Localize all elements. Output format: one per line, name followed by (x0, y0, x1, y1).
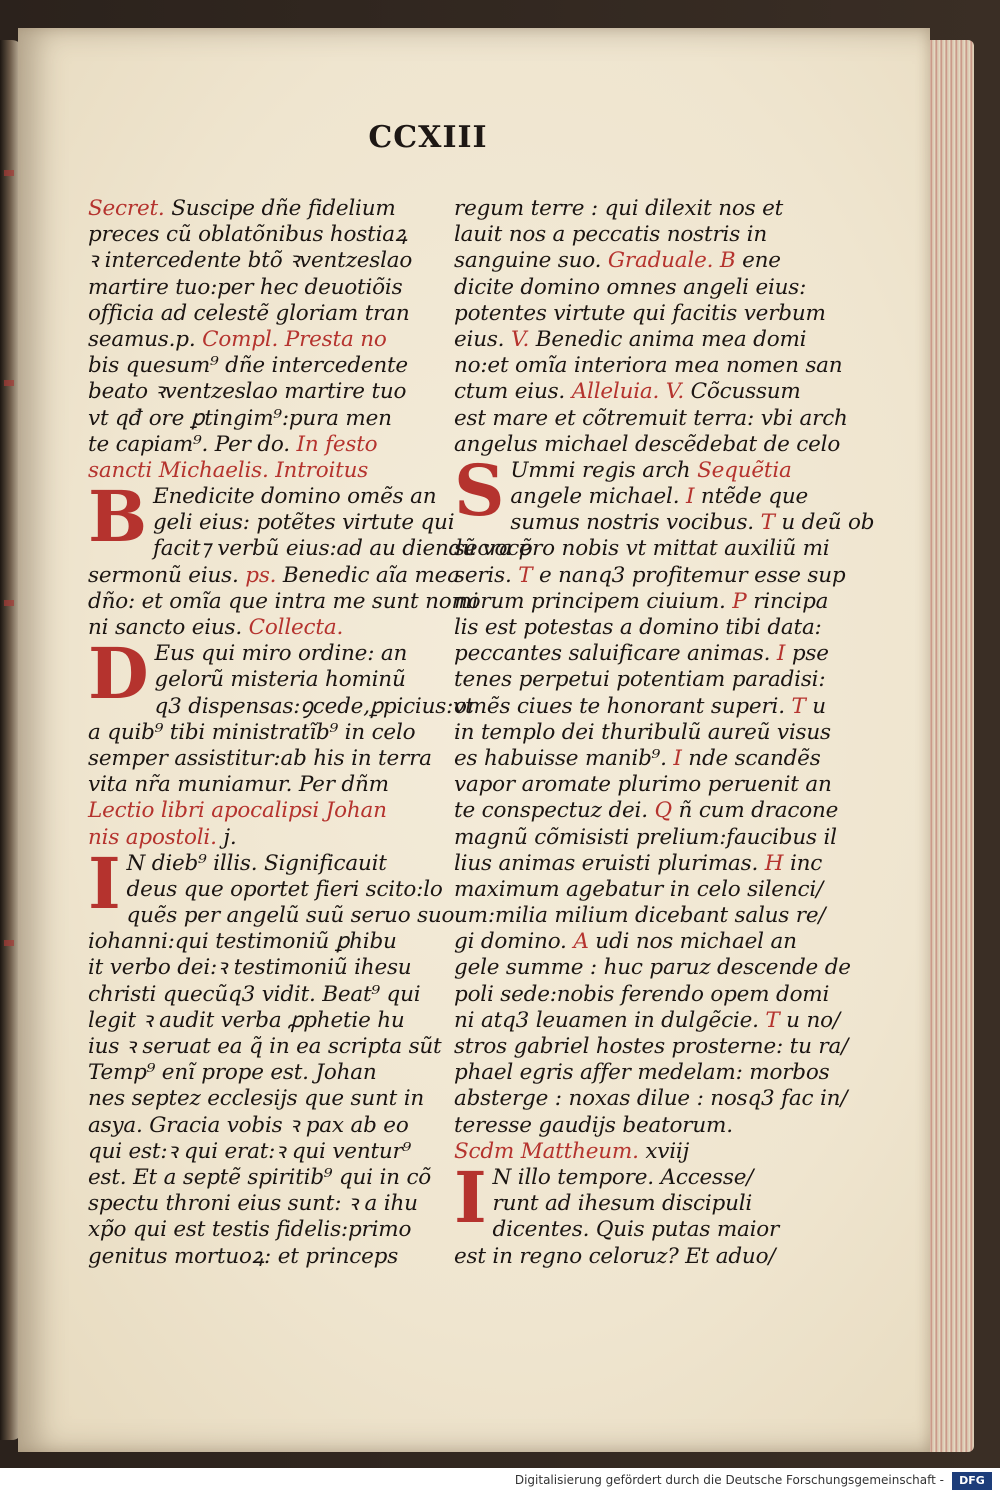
text-line (88, 851, 428, 877)
line-text: qui est:ꝛ qui erat:ꝛ qui ventur⁹ (88, 1138, 412, 1164)
line-text: angelus michael descẽdebat de celo (454, 431, 841, 457)
text-line (88, 327, 428, 353)
line-text: e nanq3 profitemur esse sup (539, 562, 846, 588)
text-line (454, 955, 851, 981)
rubric-text: nis apostoli. (88, 824, 224, 850)
line-text: magnũ cõmisisti prelium:faucibus il (454, 824, 837, 850)
line-text: rincipa (753, 588, 829, 614)
line-text: Cõcussum (690, 379, 801, 405)
text-line (88, 1139, 428, 1165)
text-line (88, 1034, 442, 1060)
line-text: deus que oportet fieri scito:lo (126, 876, 443, 902)
line-text: genitus mortuoꝝ: et princeps (88, 1243, 399, 1269)
rubric-text: H (764, 850, 790, 876)
text-line (88, 353, 428, 379)
line-text: Benedic anima mea domi (535, 326, 807, 352)
text-line (88, 1191, 428, 1217)
line-text: te capiam⁹. Per do. (88, 431, 297, 457)
text-line (88, 222, 428, 248)
line-text: vt qđ ore ꝑtingim⁹:pura men (88, 405, 392, 431)
line-text: secra pro nobis vt mittat auxiliũ mi (454, 536, 830, 562)
text-line (88, 955, 428, 981)
text-line (454, 1139, 790, 1165)
line-text: dño: et omĩa que intra me sunt nomi (88, 588, 479, 614)
rubric-text: Sequẽtia (697, 457, 792, 483)
line-text: ene (742, 248, 781, 274)
line-text: Enedicite domino omẽs an (152, 484, 437, 510)
text-line (454, 1007, 840, 1034)
rubric-text: sancti Michaelis. Introitus (88, 457, 369, 483)
line-text: in templo dei thuribulũ aureũ visus (454, 719, 831, 745)
text-line (454, 850, 823, 877)
line-text: gelorũ misteria hominũ (154, 667, 406, 693)
line-text: omẽs ciues te honorant superi. (454, 693, 792, 719)
line-text: inc (789, 850, 823, 876)
line-text: legit ꝛ audit verba ꝓphetie hu (88, 1007, 405, 1033)
rubric-text: I (776, 641, 792, 667)
line-text: potentes virtute qui facitis verbum (454, 300, 826, 326)
text-line (88, 745, 432, 772)
line-text: Benedic aĩa mea (282, 562, 460, 588)
line-text: Suscipe dñe fidelium (171, 196, 396, 221)
text-line (88, 301, 428, 327)
rubric-text: V. (510, 326, 536, 352)
text-line (88, 196, 428, 222)
dfg-logo: DFG (952, 1472, 992, 1490)
rubric-text: Lectio libri apocalipsi Johan (88, 798, 387, 824)
decorated-initial: I (88, 841, 121, 925)
line-text: pse (791, 641, 829, 667)
text-line (88, 929, 428, 955)
line-text: xviij (645, 1138, 690, 1164)
text-line (454, 1086, 848, 1112)
rubric-text: Compl. Presta no (202, 326, 387, 352)
text-line (454, 772, 832, 798)
rubric-text: T (518, 562, 539, 588)
line-text: est in regno celoruz? Et aduo/ (454, 1243, 776, 1269)
text-line (454, 274, 807, 301)
text-line (454, 1244, 790, 1270)
text-line (88, 1060, 428, 1086)
text-line (454, 222, 790, 248)
text-line (88, 588, 479, 615)
rubric-text: I (685, 484, 701, 510)
rubric-text: P (732, 588, 754, 614)
text-line (88, 615, 428, 641)
line-text: ni atq3 leuamen in dulgẽcie. (454, 1007, 766, 1033)
rubric-text: In festo (296, 431, 378, 457)
text-line (454, 248, 790, 274)
line-text: geli eius: potẽtes virtute qui (152, 510, 455, 536)
text-line (88, 982, 428, 1008)
line-text: N dieb⁹ illis. Significauit (126, 850, 387, 876)
text-line (88, 825, 428, 851)
text-line (88, 876, 443, 903)
initial-block (88, 475, 532, 563)
text-line (454, 903, 826, 929)
text-line (88, 772, 428, 798)
text-line (454, 693, 826, 720)
line-text: um:milia milium dicebant salus re/ (454, 903, 826, 929)
rubric-text: Alleluia. V. (571, 379, 691, 405)
line-text: sanguine suo. (454, 248, 608, 274)
line-text: norum principem ciuium. (454, 588, 733, 614)
text-line (454, 719, 831, 746)
folio-number: CCXIII (368, 120, 488, 155)
line-text: ius ꝛ seruat ea q̃ in ea scripta sũt (88, 1034, 442, 1059)
text-line (454, 824, 837, 851)
text-line (454, 196, 790, 222)
line-text: runt ad ihesum discipuli (492, 1191, 753, 1217)
line-text: beato ꝛventzeslao martire tuo (88, 379, 407, 405)
line-text: Temp⁹ enĩ prope est. Johan (88, 1060, 377, 1086)
rubric-text: Collecta. (248, 615, 344, 640)
line-text: ctum eius. (454, 379, 572, 405)
line-text: martire tuo:per hec deuotiõis (88, 274, 403, 300)
line-text: lis est potestas a domino tibi data: (454, 615, 822, 640)
text-line (88, 406, 428, 432)
line-text: gi domino. (454, 929, 574, 955)
line-text: asya. Gracia vobis ꝛ pax ab eo (88, 1112, 409, 1138)
line-text: es habuisse manib⁹. (454, 745, 674, 771)
rubric-text: T (760, 510, 782, 536)
line-text: nes septez ecclesijs que sunt in (88, 1086, 425, 1112)
line-text: ñ cum dracone (678, 798, 839, 824)
text-line (454, 353, 843, 379)
rubric-text: T (765, 1007, 787, 1033)
rubric-text: Scdm Mattheum. (454, 1138, 646, 1164)
text-line (88, 720, 428, 746)
text-line (454, 615, 822, 641)
text-line (454, 1165, 790, 1191)
text-line (454, 1113, 790, 1139)
line-text: nde scandẽs (688, 745, 821, 771)
text-line (454, 667, 826, 693)
text-line (88, 1086, 428, 1112)
line-text: facit⁊ verbũ eius:ad au diendũ vocẽ (152, 536, 532, 562)
line-text: ꝛ intercedente btõ ꝛventzeslao (88, 248, 413, 274)
line-text: ni sancto eius. (88, 615, 249, 640)
text-line (454, 1034, 849, 1060)
rubric-text: Q (654, 798, 679, 824)
line-text: est mare et cõtremuit terra: vbi arch (454, 405, 848, 431)
text-line (88, 432, 428, 458)
rubric-text: T (791, 693, 813, 719)
line-text: absterge : noxas dilue : nosq3 fac in/ (454, 1086, 848, 1112)
line-text: gele summe : huc paruz descende de (454, 955, 851, 981)
text-line (454, 798, 839, 824)
line-text: te conspectuz dei. (454, 798, 655, 824)
line-text: q3 dispensas:ꝯcede,ꝑpicius:vt (154, 693, 474, 719)
decorated-initial: S (454, 448, 505, 532)
line-text: vapor aromate plurimo peruenit an (454, 772, 832, 798)
text-line (88, 458, 428, 484)
manuscript-page (18, 28, 930, 1452)
rubric-text: ps. (245, 562, 283, 588)
line-text: tenes perpetui potentiam paradisi: (454, 667, 826, 693)
line-text: u (812, 693, 826, 719)
line-text: udi nos michael an (595, 929, 797, 955)
text-line (88, 798, 428, 824)
text-line (88, 275, 428, 301)
text-line (454, 300, 826, 327)
text-line (454, 431, 841, 458)
rubric-text: A (573, 929, 596, 955)
line-text: vita nr̃a muniamur. Per dñm (88, 772, 389, 798)
line-text: sermonũ eius. (88, 562, 246, 588)
text-line (454, 745, 821, 772)
line-text: teresse gaudijs beatorum. (454, 1112, 733, 1138)
funding-credit: Digitalisierung gefördert durch die Deutsche Forschungsgemeinschaft - (514, 1473, 944, 1487)
text-line (88, 248, 428, 274)
text-line (454, 326, 807, 353)
text-line (454, 562, 846, 589)
line-text: j. (223, 824, 237, 850)
rubric-text: Secret. (88, 196, 172, 221)
right-text-column (454, 196, 875, 1270)
line-text: lius animas eruisti plurimas. (454, 850, 765, 876)
decorated-initial: B (88, 475, 147, 559)
line-text: bis quesum⁹ dñe intercedente (88, 353, 408, 379)
text-line (88, 1164, 432, 1191)
line-text: dicentes. Quis putas maior (492, 1217, 780, 1243)
line-text: maximum agebatur in celo silenci/ (454, 876, 824, 902)
line-text: seamus.p. (88, 326, 203, 352)
text-line (454, 405, 848, 432)
line-text: dicite domino omnes angeli eius: (454, 274, 807, 300)
text-line (88, 562, 460, 589)
text-line (88, 1244, 428, 1270)
text-line (88, 379, 428, 405)
text-line (454, 510, 875, 536)
line-text: christi quecũq3 vidit. Beat⁹ qui (88, 981, 421, 1007)
line-text: quẽs per angelũ suũ seruo suo (126, 903, 455, 929)
text-line (88, 903, 455, 929)
rubric-text: Graduale. B (607, 248, 743, 274)
line-text: stros gabriel hostes prosterne: tu ra/ (454, 1034, 849, 1059)
line-text: lauit nos a peccatis nostris in (454, 222, 767, 248)
line-text: officia ad celestẽ gloriam tran (88, 300, 410, 326)
digitization-footer (0, 1468, 1000, 1494)
text-line (454, 641, 829, 667)
decorated-initial: D (88, 632, 149, 716)
text-line (454, 929, 797, 955)
text-line (454, 379, 801, 405)
text-line (454, 458, 790, 484)
line-text: peccantes saluificare animas. (454, 641, 777, 667)
line-text: eius. (454, 326, 511, 352)
line-text: u no/ (786, 1007, 840, 1033)
text-line (454, 484, 808, 510)
text-line (454, 876, 824, 903)
line-text: phael egris affer medelam: morbos (454, 1060, 830, 1086)
text-line (454, 1060, 830, 1086)
line-text: xp̃o qui est testis fidelis:primo (88, 1217, 412, 1243)
line-text: est. Et a septẽ spiritib⁹ qui in cõ (88, 1164, 432, 1190)
line-text: poli sede:nobis ferendo opem domi (454, 981, 830, 1007)
line-text: Ummi regis arch (510, 457, 698, 483)
line-text: iohanni:qui testimoniũ ꝑhibu (88, 929, 397, 955)
text-line (88, 1008, 428, 1034)
line-text: it verbo dei:ꝛ testimoniũ ihesu (88, 955, 412, 981)
text-line (454, 1191, 790, 1217)
line-text: a quib⁹ tibi ministratĩb⁹ in celo (88, 719, 416, 745)
line-text: ntẽde que (700, 484, 808, 510)
line-text: u deũ ob (781, 510, 875, 536)
text-line (454, 1217, 790, 1243)
line-text: Eus qui miro ordine: an (154, 641, 408, 667)
text-line (88, 1217, 428, 1243)
line-text: regum terre : qui dilexit nos et (454, 196, 784, 221)
text-line (454, 588, 829, 615)
line-text: no:et omĩa interiora mea nomen san (454, 353, 843, 379)
line-text: seris. (454, 562, 519, 588)
line-text: N illo tempore. Accesse/ (492, 1164, 754, 1190)
line-text: sumus nostris vocibus. (510, 510, 761, 536)
line-text: angele michael. (510, 484, 686, 510)
decorated-initial: I (454, 1155, 487, 1239)
line-text: spectu throni eius sunt: ꝛ a ihu (88, 1191, 418, 1217)
rubric-text: I (673, 745, 689, 771)
line-text: preces cũ oblatõnibus hostiaꝝ (88, 222, 408, 248)
text-line (88, 1113, 428, 1139)
text-line (454, 536, 830, 562)
line-text: semper assistitur:ab his in terra (88, 745, 432, 771)
text-line (454, 981, 830, 1008)
